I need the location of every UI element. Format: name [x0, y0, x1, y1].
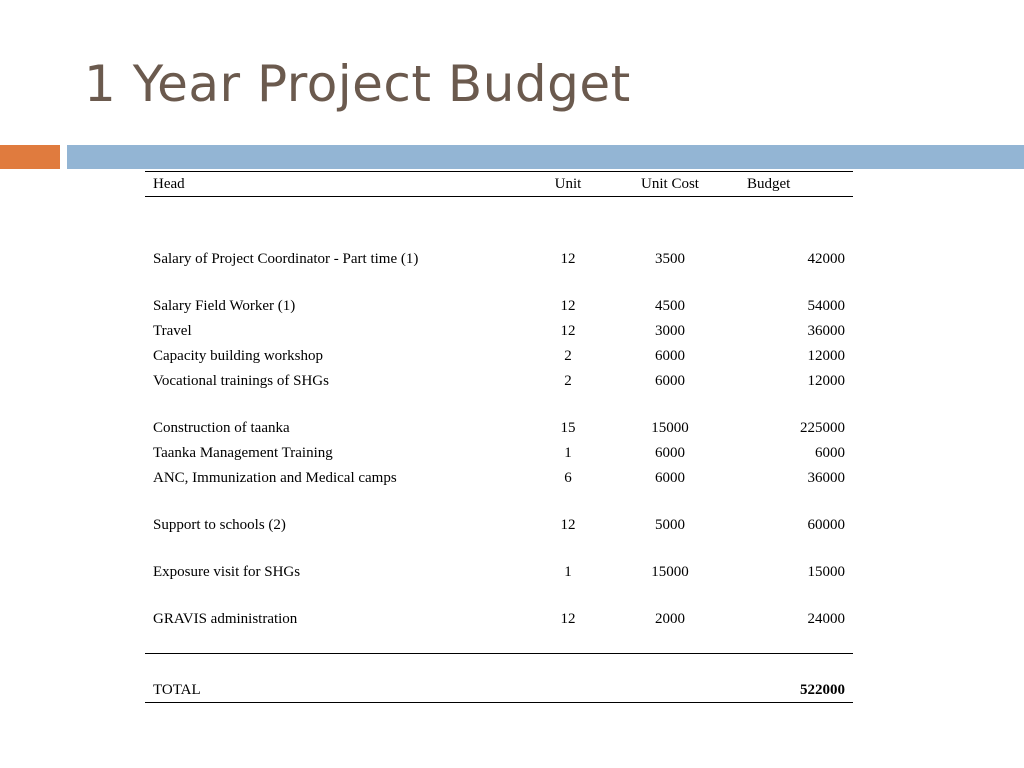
total-empty-unit-cost: [611, 678, 729, 703]
cell-budget: 225000: [800, 420, 845, 436]
cell-budget: 24000: [807, 611, 845, 627]
cell-unit: 1: [564, 445, 572, 461]
total-row: [145, 678, 853, 703]
total-label: TOTAL: [145, 678, 525, 703]
table-row: [145, 344, 853, 369]
slide-title: 1 Year Project Budget: [84, 55, 631, 113]
table-row: [145, 247, 853, 272]
column-header-unit: Unit: [554, 176, 582, 192]
cell-unit: 12: [560, 517, 576, 533]
table-row: [145, 294, 853, 319]
cell-unit: 12: [560, 298, 576, 314]
table-header-row: [145, 172, 853, 197]
table-row: [145, 441, 853, 466]
cell-unit: 12: [560, 611, 576, 627]
cell-budget: 54000: [807, 298, 845, 314]
table-row: [145, 560, 853, 585]
cell-head: Taanka Management Training: [153, 445, 333, 461]
cell-unit-cost: 3500: [655, 251, 685, 267]
cell-budget: 12000: [807, 373, 845, 389]
cell-head: Support to schools (2): [153, 517, 286, 533]
table-row: [145, 513, 853, 538]
cell-unit-cost: 6000: [655, 470, 685, 486]
cell-head: Construction of taanka: [153, 420, 290, 436]
cell-unit: 6: [564, 470, 572, 486]
cell-unit: 12: [560, 251, 576, 267]
cell-head: Travel: [153, 323, 192, 339]
cell-head: Vocational trainings of SHGs: [153, 373, 329, 389]
cell-budget: 12000: [807, 348, 845, 364]
column-header-budget: Budget: [747, 176, 791, 192]
accent-bar-orange: [0, 145, 60, 169]
cell-head: Salary of Project Coordinator - Part time (1): [153, 251, 419, 267]
cell-unit-cost: 5000: [655, 517, 685, 533]
cell-budget: 60000: [807, 517, 845, 533]
total-budget: 522000: [729, 678, 853, 703]
cell-budget: 15000: [807, 564, 845, 580]
spacer-row: [145, 632, 853, 654]
cell-head: GRAVIS administration: [153, 611, 298, 627]
spacer-row: [145, 272, 853, 294]
cell-unit-cost: 2000: [655, 611, 685, 627]
cell-head: Exposure visit for SHGs: [153, 564, 301, 580]
cell-budget: 36000: [807, 323, 845, 339]
cell-budget: 6000: [815, 445, 845, 461]
cell-unit: 1: [564, 564, 572, 580]
cell-head: Capacity building workshop: [153, 348, 323, 364]
spacer-row: [145, 585, 853, 607]
cell-budget: 36000: [807, 470, 845, 486]
total-divider: [145, 654, 853, 679]
column-header-head: Head: [153, 176, 185, 192]
column-header-unit-cost: Unit Cost: [641, 176, 699, 192]
cell-head: ANC, Immunization and Medical camps: [153, 470, 397, 486]
cell-unit-cost: 3000: [655, 323, 685, 339]
total-empty-unit: [525, 678, 611, 703]
spacer-row: [145, 197, 853, 248]
table-row: [145, 466, 853, 491]
cell-unit-cost: 6000: [655, 348, 685, 364]
cell-unit: 2: [564, 373, 572, 389]
cell-unit: 12: [560, 323, 576, 339]
cell-head: Salary Field Worker (1): [153, 298, 296, 314]
table-row: [145, 369, 853, 394]
cell-budget: 42000: [807, 251, 845, 267]
spacer-row: [145, 394, 853, 416]
spacer-row: [145, 538, 853, 560]
table-row: [145, 416, 853, 441]
spacer-row: [145, 491, 853, 513]
cell-unit-cost: 4500: [655, 298, 685, 314]
budget-table: [145, 171, 853, 703]
cell-unit-cost: 6000: [655, 445, 685, 461]
cell-unit-cost: 15000: [651, 564, 689, 580]
table-row: [145, 319, 853, 344]
cell-unit: 2: [564, 348, 572, 364]
cell-unit-cost: 15000: [651, 420, 689, 436]
accent-bar-blue: [67, 145, 1024, 169]
cell-unit: 15: [560, 420, 576, 436]
table-row: [145, 607, 853, 632]
cell-unit-cost: 6000: [655, 373, 685, 389]
